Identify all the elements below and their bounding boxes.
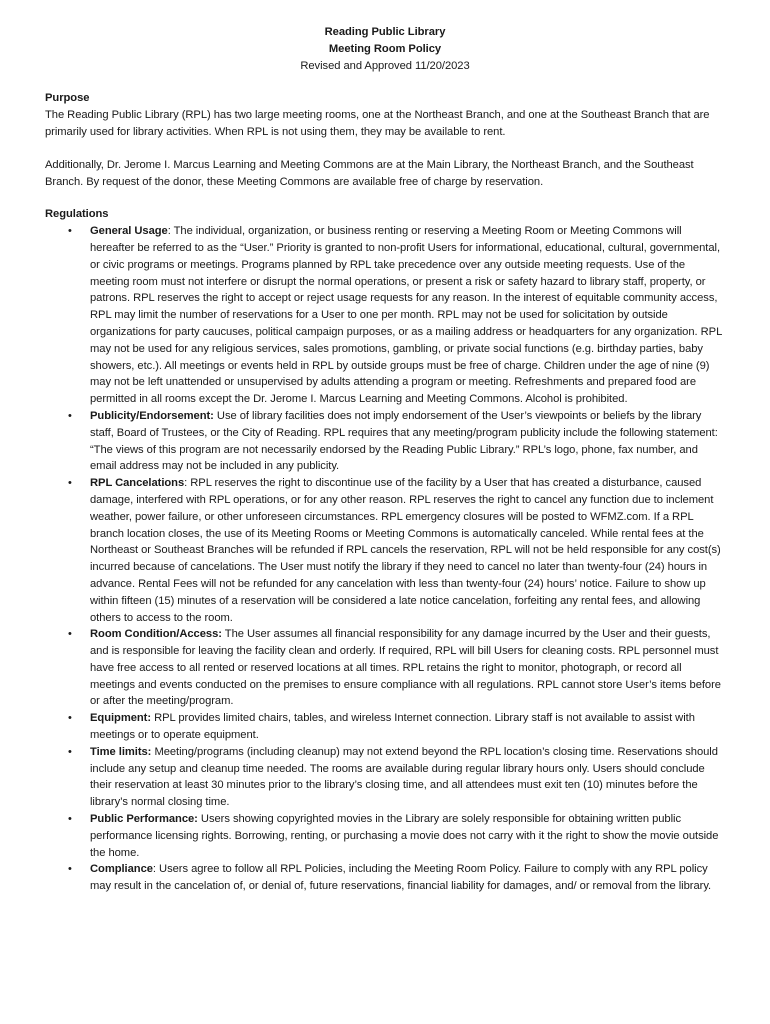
list-item (68, 744, 725, 811)
regulations-section (45, 206, 725, 895)
regulation-label: Compliance (90, 863, 153, 876)
list-item (68, 223, 725, 408)
regulation-text: The User assumes all financial responsibility for any damage incurred by the User and their guests, and is responsible for leaving the facility clean and orderly. If required, RPL will bill Users for cleaning costs. RPL personnel must have free access to all rented or reserved locations at all times. RPL retains the right to monitor, photograph, or record all meetings and events conducted on the premises to ensure compliance with all regulations. RPL cannot store User’s items before or after the meeting/program. (90, 628, 721, 708)
regulation-label: Room Condition/Access: (90, 628, 222, 641)
revision-date: Revised and Approved 11/20/2023 (300, 59, 470, 72)
bullet-icon: • (68, 745, 72, 758)
regulation-label: Equipment: (90, 712, 152, 725)
document-title: Meeting Room Policy (328, 42, 442, 55)
list-item (68, 626, 725, 710)
regulations-list (45, 223, 725, 895)
purpose-paragraph-1: The Reading Public Library (RPL) has two large meeting rooms, one at the Northeast Branch, and one at the Southeast Branch that are primarily used for library activities. When RPL is not using them, they may be available to rent. (45, 109, 710, 138)
list-item (68, 475, 725, 626)
list-item (68, 408, 725, 475)
regulation-separator: : (167, 225, 174, 238)
regulation-separator: : (152, 863, 160, 876)
bullet-icon: • (68, 813, 72, 826)
bullet-icon: • (68, 863, 72, 876)
bullet-icon: • (68, 628, 72, 641)
purpose-paragraph-2: Additionally, Dr. Jerome I. Marcus Learning and Meeting Commons are at the Main Library, the Northeast Branch, and the Southeast Branch. By request of the donor, these Meeting Commons are available free of charge by reservation. (45, 158, 694, 188)
regulation-label: Time limits: (90, 745, 152, 758)
list-item (68, 861, 725, 895)
purpose-heading: Purpose (45, 92, 90, 105)
regulation-separator: : (184, 477, 191, 490)
regulation-label: Public Performance: (90, 813, 198, 826)
regulation-text: The individual, organization, or business renting or reserving a Meeting Room or Meeting Commons will hereafter be referred to as the “User.” Priority is granted to non-profit Users for informational, educational, cultural, governmental, or civic programs or meetings. Programs planned by RPL take precedence over any outside meeting requests. Use of the meeting room must not interfere or disrupt the normal operations, or present a risk or safety hazard to library staff, property, or patrons. RPL reserves the right to accept or reject usage requests for any reason. In the interest of equitable community access, RPL may limit the number of reservations for a User to one per month. RPL may not be used for solicitation by outside organizations for party caucuses, political campaign purposes, or as a mailing address or headquarters for any organization. RPL may not be used for any religious services, sales promotions, gambling, or private social functions (e.g. birthday parties, baby showers, etc.). All meetings or events held in RPL by outside groups must be free of charge. Children under the age of nine (9) may not be left unattended or unsupervised by adults attending a program or meeting. Refreshments and prepared food are permitted in all rooms except the Dr. Jerome I. Marcus Learning and Meeting Commons. Alcohol is prohibited. (90, 225, 722, 406)
regulation-label: RPL Cancelations (90, 477, 185, 490)
regulations-heading: Regulations (45, 208, 109, 221)
org-name: Reading Public Library (324, 26, 446, 38)
purpose-section (45, 90, 725, 190)
regulation-text: Users showing copyrighted movies in the Library are solely responsible for obtaining written public performance licensing rights. Borrowing, renting, or purchasing a movie does not carry with it the right to show the movie outside the home. (90, 813, 719, 859)
list-item (68, 710, 725, 744)
document-header (45, 24, 725, 74)
bullet-icon: • (68, 477, 72, 490)
regulation-text: Use of library facilities does not imply endorsement of the User’s viewpoints or beliefs by the library staff, Board of Trustees, or the City of Reading. RPL requires that any meeting/program publicity include the following statement: “The views of this program are not necessarily endorsed by the Reading Public Library.” RPL’s logo, phone, fax number, and email address may not be included in any publicity. (90, 409, 718, 473)
bullet-icon: • (68, 225, 72, 238)
regulation-label: General Usage (90, 225, 168, 238)
regulation-label: Publicity/Endorsement: (90, 409, 214, 422)
list-item (68, 811, 725, 861)
policy-document (45, 24, 725, 895)
regulation-text: RPL reserves the right to discontinue use of the facility by a User that has created a disturbance, caused damage, interfered with RPL operations, or for any other reason. RPL reserves the right to cancel any function due to inclement weather, power failure, or other unforeseen circumstances. RPL emergency closures will be posted to WFMZ.com. If a RPL branch location closes, the use of its Meeting Rooms or Meeting Commons is automatically canceled. While rental fees at the Northeast or Southeast Branches will be refunded if RPL cancels the reservation, RPL will not be held responsible for any cost(s) incurred because of cancelations. The User must notify the library if they need to cancel no later than twenty-four (24) hours in advance. Rental Fees will not be refunded for any cancelation with less than twenty-four (24) hours’ notice. Failure to show up within fifteen (15) minutes of a reservation will be considered a late notice cancelation, forfeiting any rental fees, and allowing others to access to the room. (90, 477, 721, 624)
regulation-text: Users agree to follow all RPL Policies, including the Meeting Room Policy. Failure to comply with any RPL policy may result in the cancelation of, or denial of, future reservations, financial liability for damages, and/ or removal from the library. (90, 863, 712, 893)
regulation-text: RPL provides limited chairs, tables, and wireless Internet connection. Library staff is not available to assist with meetings or to operate equipment. (90, 712, 695, 742)
bullet-icon: • (68, 712, 72, 725)
bullet-icon: • (68, 409, 72, 422)
regulation-text: Meeting/programs (including cleanup) may not extend beyond the RPL location’s closing time. Reservations should include any setup and cleanup time needed. The rooms are available during regular library hours only. Users should conclude their reservation at least 30 minutes prior to the library’s closing time, and all attendees must exit ten (10) minutes before the library’s normal closing time. (90, 745, 718, 809)
